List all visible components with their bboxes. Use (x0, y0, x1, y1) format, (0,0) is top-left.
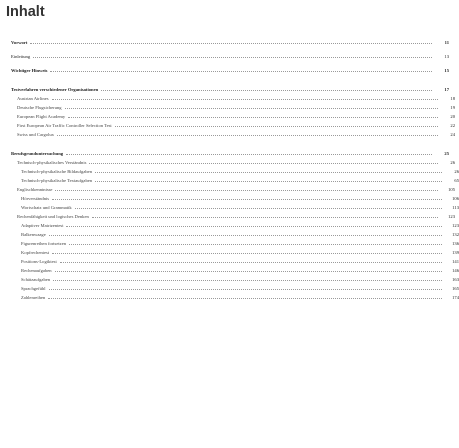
toc-entry-page: 105 (448, 187, 455, 192)
toc-entry (0, 183, 455, 192)
toc-entry-title: Positions-Logiktest (21, 259, 57, 264)
toc-entry-title: European Flight Academy (17, 114, 66, 119)
toc-entry (0, 228, 459, 237)
toc-entry (0, 128, 455, 137)
toc-entry (0, 110, 455, 119)
toc-entry-title: Berufsgrunduntersuchung (11, 151, 64, 156)
toc-leader-dots (101, 90, 432, 91)
toc-entry (0, 255, 459, 264)
toc-entry-title: Wortschatz und Grammatik (21, 205, 72, 210)
toc-entry-page: 26 (450, 160, 455, 165)
toc-entry-title: Englischkenntnisse (17, 187, 53, 192)
toc-entry-title: First European Air Traffic Controller Selection Test (17, 123, 112, 128)
toc-entry-title: Testverfahren verschiedener Organisationen (11, 87, 99, 92)
toc-entry-title: Rechenfähigkeit und logisches Denken (17, 214, 89, 219)
toc-leader-dots (92, 217, 438, 218)
toc-leader-dots (66, 226, 442, 227)
toc-entry-page: 22 (450, 123, 455, 128)
toc-entry-page: 132 (452, 232, 459, 237)
toc-entry-title: Austrian Airlines (17, 96, 49, 101)
toc-entry (0, 246, 459, 255)
toc-entry-title: Wichtiger Hinweis (11, 68, 48, 73)
toc-entry (0, 192, 459, 201)
toc-entry-page: 13 (444, 54, 449, 59)
toc-entry-title: Einleitung (11, 54, 31, 59)
toc-entry-title: Technisch-physikalische Textaufgaben (21, 178, 93, 183)
toc-entry (0, 83, 449, 92)
toc-entry (0, 174, 459, 183)
toc-entry (0, 264, 459, 273)
toc-entry-page: 25 (444, 151, 449, 156)
toc-entry-page: 20 (450, 114, 455, 119)
toc-leader-dots (52, 253, 442, 254)
toc-entry-title: Zahlenreihen (21, 295, 46, 300)
toc-leader-dots (48, 298, 442, 299)
toc-leader-dots (57, 135, 438, 136)
toc-leader-dots (65, 108, 438, 109)
toc-entry-page: 146 (452, 268, 459, 273)
toc-entry-page: 123 (448, 214, 455, 219)
toc-entry-title: Figurenreihen fortsetzen (21, 241, 67, 246)
toc-entry (0, 156, 455, 165)
toc-entry (0, 291, 459, 300)
toc-entry-page: 123 (452, 223, 459, 228)
toc-entry-title: Adaptiver Matrizentest (21, 223, 64, 228)
toc-entry-page: 18 (450, 96, 455, 101)
toc-entry-page: 139 (452, 250, 459, 255)
toc-leader-dots (66, 154, 432, 155)
toc-entry-title: Swiss und Cargolux (17, 132, 54, 137)
page-title: Inhalt (6, 4, 45, 20)
toc-entry (0, 36, 449, 45)
toc-leader-dots (53, 280, 442, 281)
toc-entry (0, 210, 455, 219)
toc-leader-dots (95, 172, 442, 173)
toc-entry (0, 147, 449, 156)
toc-leader-dots (49, 235, 442, 236)
toc-entry-page: 174 (452, 295, 459, 300)
toc-entry-page: 24 (450, 132, 455, 137)
toc-entry-page: 17 (444, 87, 449, 92)
toc-entry (0, 237, 459, 246)
toc-leader-dots (60, 262, 442, 263)
toc-leader-dots (49, 289, 443, 290)
toc-leader-dots (95, 181, 442, 182)
toc-entry (0, 50, 449, 59)
toc-entry-title: Kopfrechentest (21, 250, 50, 255)
toc-entry-title: Deutsche Flugsicherung (17, 105, 62, 110)
toc-entry-page: 141 (452, 259, 459, 264)
toc-leader-dots (69, 244, 442, 245)
toc-entry-title: Technisch-physikalische Bildaufgaben (21, 169, 92, 174)
toc-entry (0, 273, 459, 282)
toc-leader-dots (89, 163, 438, 164)
toc-entry-page: 11 (444, 40, 449, 45)
toc-entry-page: 26 (454, 169, 459, 174)
toc-leader-dots (55, 190, 438, 191)
toc-leader-dots (75, 208, 442, 209)
toc-entry-page: 65 (454, 178, 459, 183)
toc-entry-title: Vorwort (11, 40, 28, 45)
toc-entry (0, 282, 459, 291)
toc-entry (0, 64, 449, 73)
toc-leader-dots (115, 126, 438, 127)
toc-entry-title: Technisch-physikalisches Verständnis (17, 160, 87, 165)
toc-entry (0, 101, 455, 110)
toc-leader-dots (55, 271, 442, 272)
toc-leader-dots (50, 71, 432, 72)
toc-entry-page: 163 (452, 277, 459, 282)
toc-entry-page: 106 (452, 196, 459, 201)
toc-entry-title: Sprachgefühl (21, 286, 46, 291)
toc-entry-page: 165 (452, 286, 459, 291)
toc-leader-dots (52, 199, 442, 200)
toc-leader-dots (33, 57, 432, 58)
toc-leader-dots (30, 43, 432, 44)
toc-entry-page: 113 (452, 205, 459, 210)
toc-entry (0, 165, 459, 174)
toc-entry-title: Rechenaufgaben (21, 268, 52, 273)
toc-entry-title: Hörverständnis (21, 196, 50, 201)
toc-entry (0, 219, 459, 228)
toc-entry-page: 19 (450, 105, 455, 110)
toc-entry (0, 119, 455, 128)
toc-entry (0, 92, 455, 101)
toc-entry-title: Schätzaufgaben (21, 277, 51, 282)
toc-leader-dots (52, 99, 438, 100)
toc-leader-dots (68, 117, 438, 118)
toc-entry-page: 136 (452, 241, 459, 246)
toc-entry (0, 201, 459, 210)
toc-entry-title: Balkenwaage (21, 232, 46, 237)
toc-entry-page: 15 (444, 68, 449, 73)
